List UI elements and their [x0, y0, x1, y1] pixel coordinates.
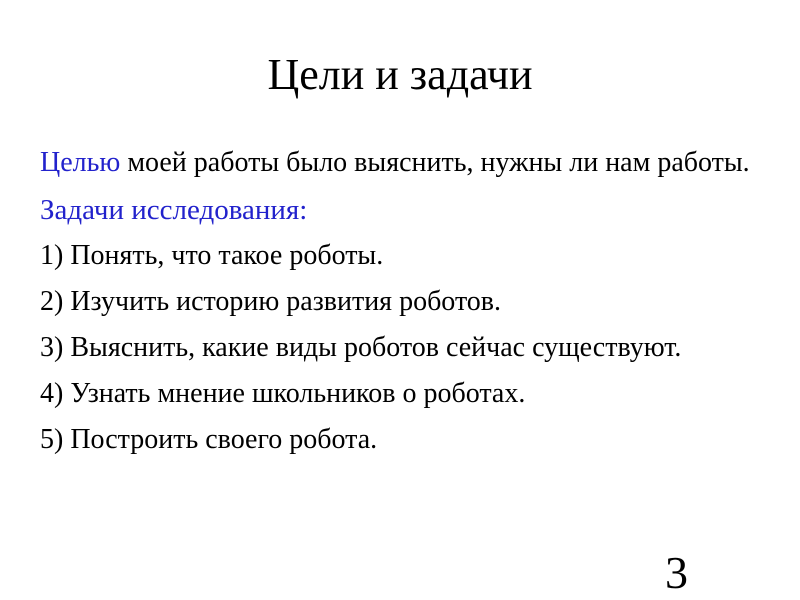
task-item-3: 3) Выяснить, какие виды роботов сейчас существуют. [40, 332, 682, 364]
task-item-4: 4) Узнать мнение школьников о роботах. [40, 378, 526, 410]
task-item-5: 5) Построить своего робота. [40, 424, 378, 456]
page-number: 3 [665, 547, 688, 598]
slide-title: Цели и задачи [267, 50, 533, 99]
goal-paragraph [40, 145, 764, 182]
slide-body [0, 145, 800, 459]
goal-lead-word: Целью [40, 146, 121, 178]
goal-rest-text: моей работы было выяснить, нужны ли нам работы. [120, 146, 750, 178]
tasks-heading: Задачи исследования: [40, 193, 308, 226]
task-item-1: 1) Понять, что такое роботы. [40, 240, 384, 272]
task-item-2: 2) Изучить историю развития роботов. [40, 286, 502, 318]
